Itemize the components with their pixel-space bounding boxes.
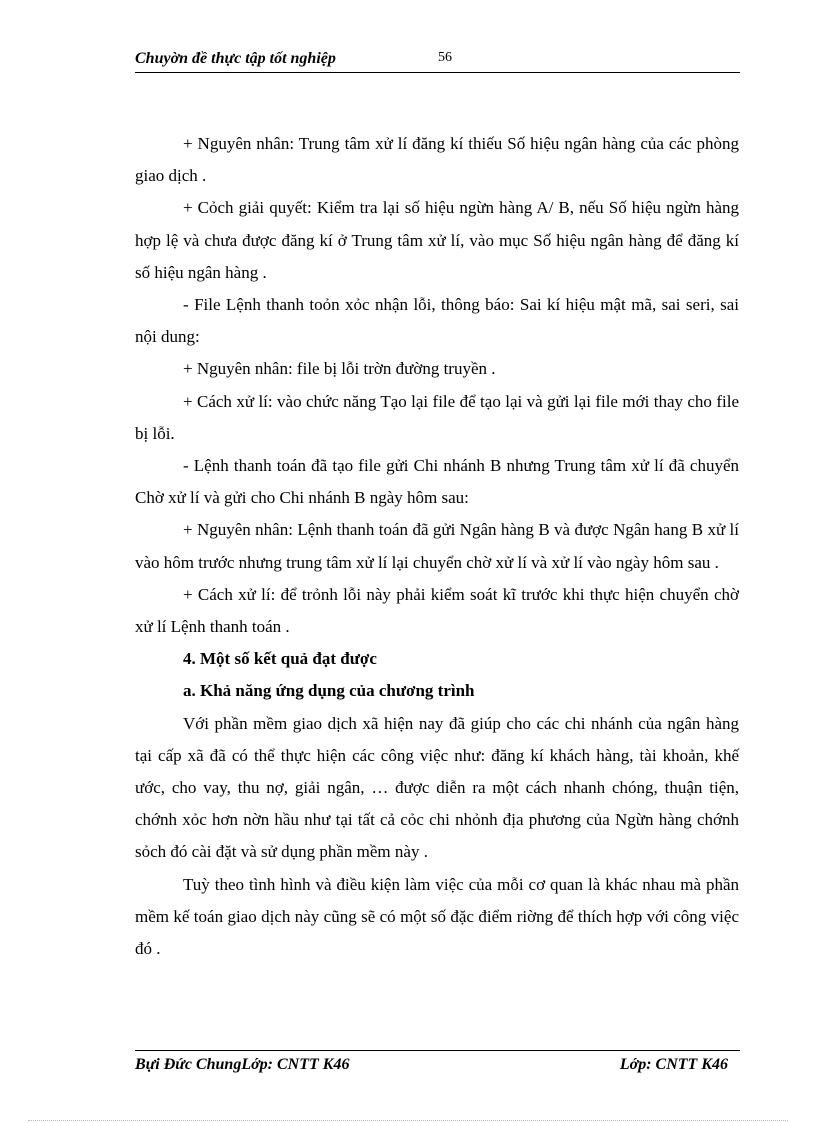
subsection-heading: a. Khả năng ứng dụng của chương trình [183, 681, 475, 701]
paragraph: + Nguyên nhân: Trung tâm xử lí đăng kí thiếu Số hiệu ngân hàng của các phòng giao dịch . [135, 134, 739, 186]
paragraph: + Nguyên nhân: file bị lỗi trờn đường truyền . [183, 359, 496, 379]
footer-class: Lớp: CNTT K46 [619, 1056, 728, 1073]
document-title: Chuyờn đề thực tập tốt nghiệp [135, 50, 336, 67]
paragraph: + Cỏch giải quyết: Kiểm tra lại số hiệu ngừn hàng A/ B, nếu Số hiệu ngừn hàng hợp lệ và chưa được đăng kí ở Trung tâm xử lí, vào mục Số hiệu ngân hàng để đăng kí số hiệu ngân hàng . [135, 198, 739, 282]
paragraph: - Lệnh thanh toán đã tạo file gửi Chi nhánh B nhưng Trung tâm xử lí đã chuyển Chờ xử lí và gửi cho Chi nhánh B ngày hôm sau: [135, 456, 739, 508]
footer-author: Bựi Đức ChungLớp: CNTT K46 [135, 1056, 350, 1073]
section-heading: 4. Một số kết quả đạt được [183, 649, 377, 669]
paragraph: Với phần mềm giao dịch xã hiện nay đã giúp cho các chi nhánh của ngân hàng tại cấp xã đã có thể thực hiện các công việc như: đăng kí khách hàng, tài khoản, khế ước, cho vay, thu nợ, giải ngân, … được diễn ra một cách nhanh chóng, thuận tiện, chớnh xỏc hơn nờn hầu như tại tất cả cỏc chi nhỏnh địa phương của Ngừn hàng chớnh sỏch đó cài đặt và sử dụng phần mềm này . [135, 713, 739, 862]
paragraph: + Cách xử lí: vào chức năng Tạo lại file để tạo lại và gửi lại file mới thay cho file bị lỗi. [135, 391, 739, 443]
page-header [135, 48, 740, 73]
document-body [135, 128, 739, 965]
paragraph: + Cách xử lí: để trỏnh lỗi này phải kiểm soát kĩ trước khi thực hiện chuyển chờ xử lí Lệnh thanh toán . [135, 584, 739, 637]
page-number: 56 [438, 50, 452, 65]
page-edge-divider [28, 1120, 788, 1121]
paragraph: Tuỳ theo tình hình và điều kiện làm việc của mỗi cơ quan là khác nhau mà phần mềm kế toán giao dịch này cũng sẽ có một số đặc điểm riờng để thích hợp với công việc đó . [135, 874, 739, 959]
paragraph: + Nguyên nhân: Lệnh thanh toán đã gửi Ngân hàng B và được Ngân hang B xử lí vào hôm trước nhưng trung tâm xử lí lại chuyển chờ xử lí và xử lí vào ngày hôm sau . [135, 520, 739, 572]
paragraph: - File Lệnh thanh toỏn xỏc nhận lỗi, thông báo: Sai kí hiệu mật mã, sai seri, sai nội dung: [135, 295, 739, 347]
page-footer [135, 1050, 740, 1077]
